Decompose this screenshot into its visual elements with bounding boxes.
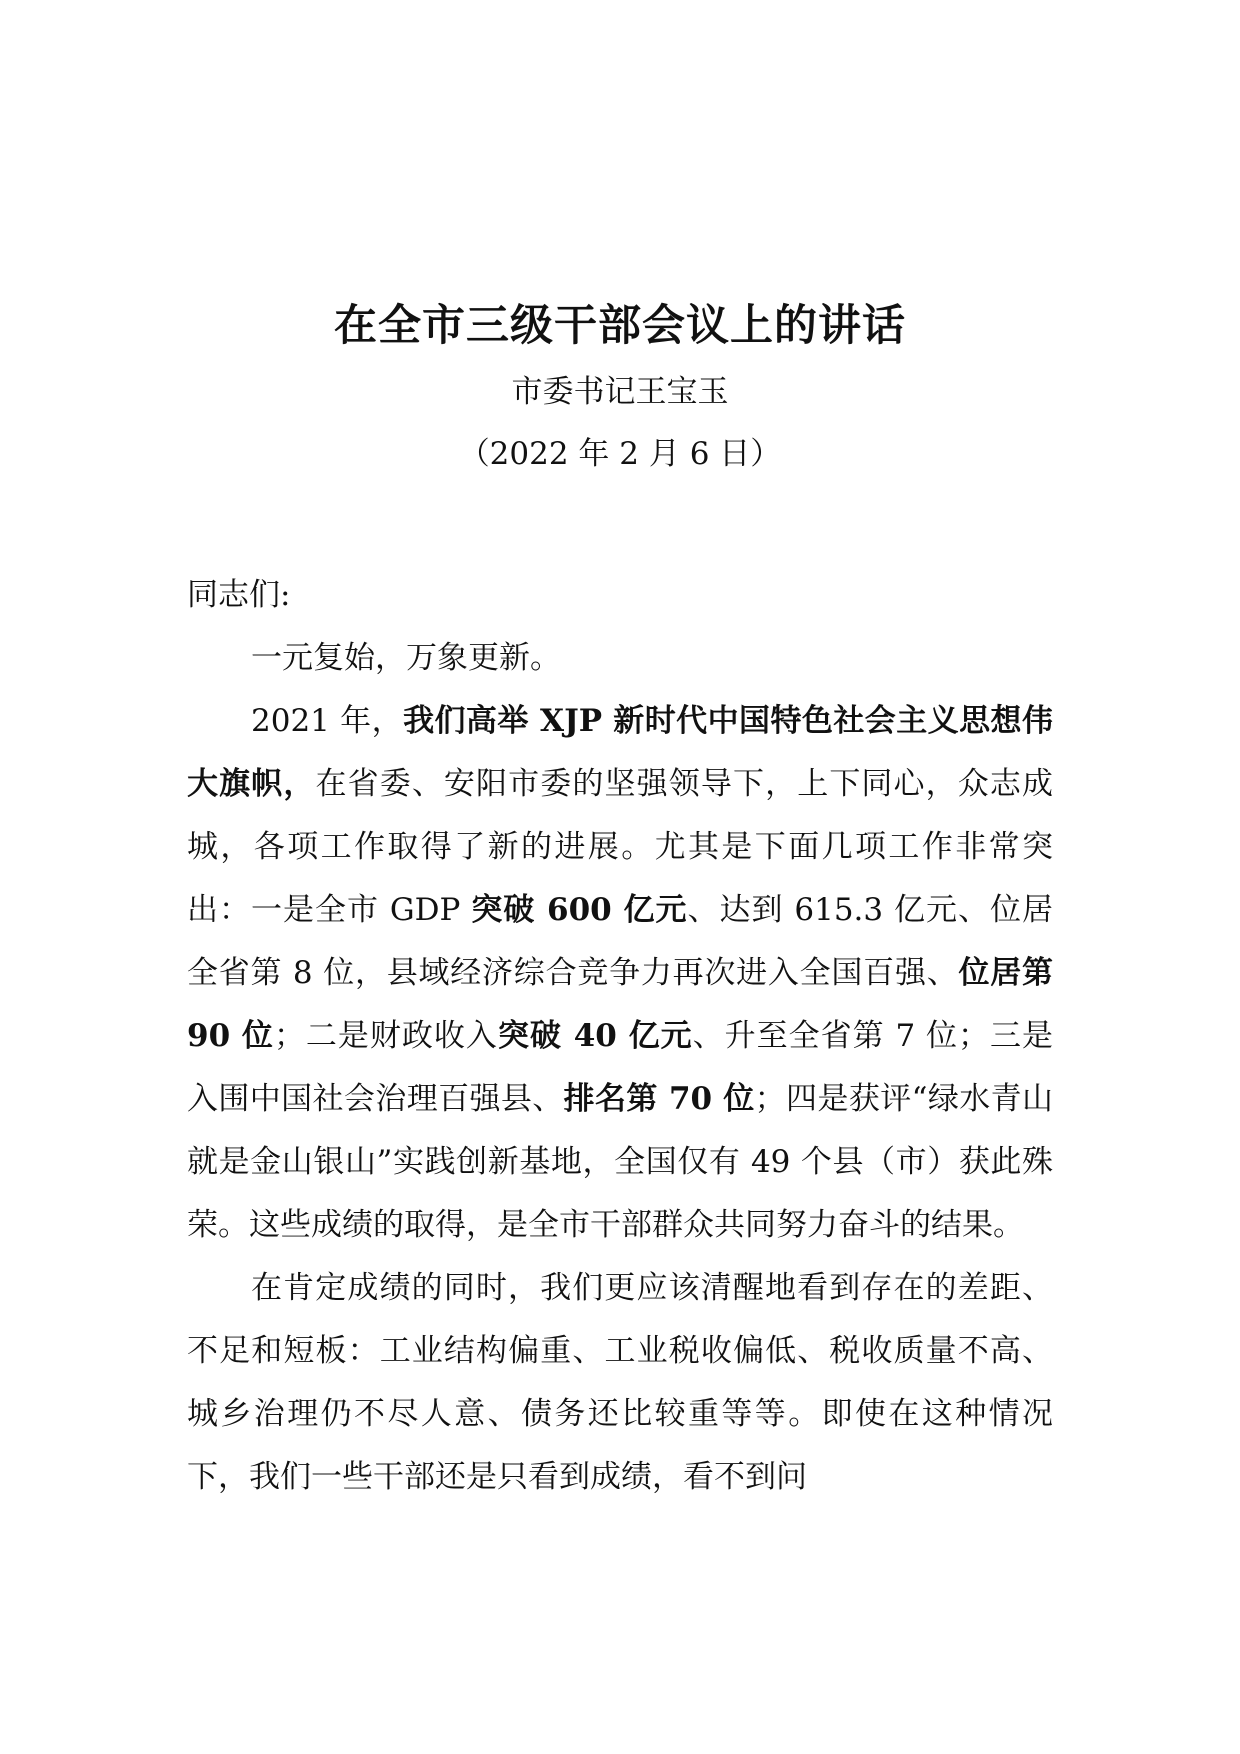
paragraph-2-bold-1: 我们高举 XJP 新时代中国特色社会主义思想伟大旗帜， [187,703,1053,802]
paragraph-1: 一元复始，万象更新。 [251,640,561,676]
paragraph-2-bold-5: 排名第 70 位 [563,1081,755,1117]
paragraph-3: 在肯定成绩的同时，我们更应该清醒地看到存在的差距、不足和短板：工业结构偏重、工业税收偏低、税收质量不高、城乡治理仍不尽人意、债务还比较重等等。即使在这种情况下，我们一些干部还是只看到成绩，看不到问 [187,1270,1053,1495]
paragraph-2 [187,690,1053,1257]
paragraph-2-span-2: 在省委、安阳市委的坚强领导下，上下同心，众志成城，各项工作取得了新的进展。尤其是下面几项工作非常突出：一是全市 GDP [187,766,1054,928]
document-title: 在全市三级干部会议上的讲话 [334,301,906,351]
paragraph-2-span-6: ；四是获评“绿水青山就是金山银山”实践创新基地，全国仅有 49 个县（市）获此殊荣。这些成绩的取得，是全市干部群众共同努力奋斗的结果。 [187,1081,1053,1243]
document-body [187,564,1053,1509]
document-date: （2022 年 2 月 6 日） [458,436,782,472]
paragraph-2-bold-2: 突破 600 亿元 [471,892,688,928]
salutation: 同志们: [187,577,291,613]
paragraph-2-span-5: 、升至全省第 7 位；三是入围中国社会治理百强县、 [187,1018,1054,1117]
paragraph-2-span-3: 、达到 615.3 亿元、位居全省第 8 位，县域经济综合竞争力再次进入全国百强、 [187,892,1053,991]
paragraph-2-bold-3: 位居第 90 位 [187,955,1053,1054]
paragraph-2-span-4: ；二是财政收入 [273,1018,498,1054]
paragraph-2-bold-4: 突破 40 亿元 [497,1018,693,1054]
document-author: 市委书记王宝玉 [511,374,729,410]
paragraph-2-span-1: 2021 年， [251,703,404,739]
